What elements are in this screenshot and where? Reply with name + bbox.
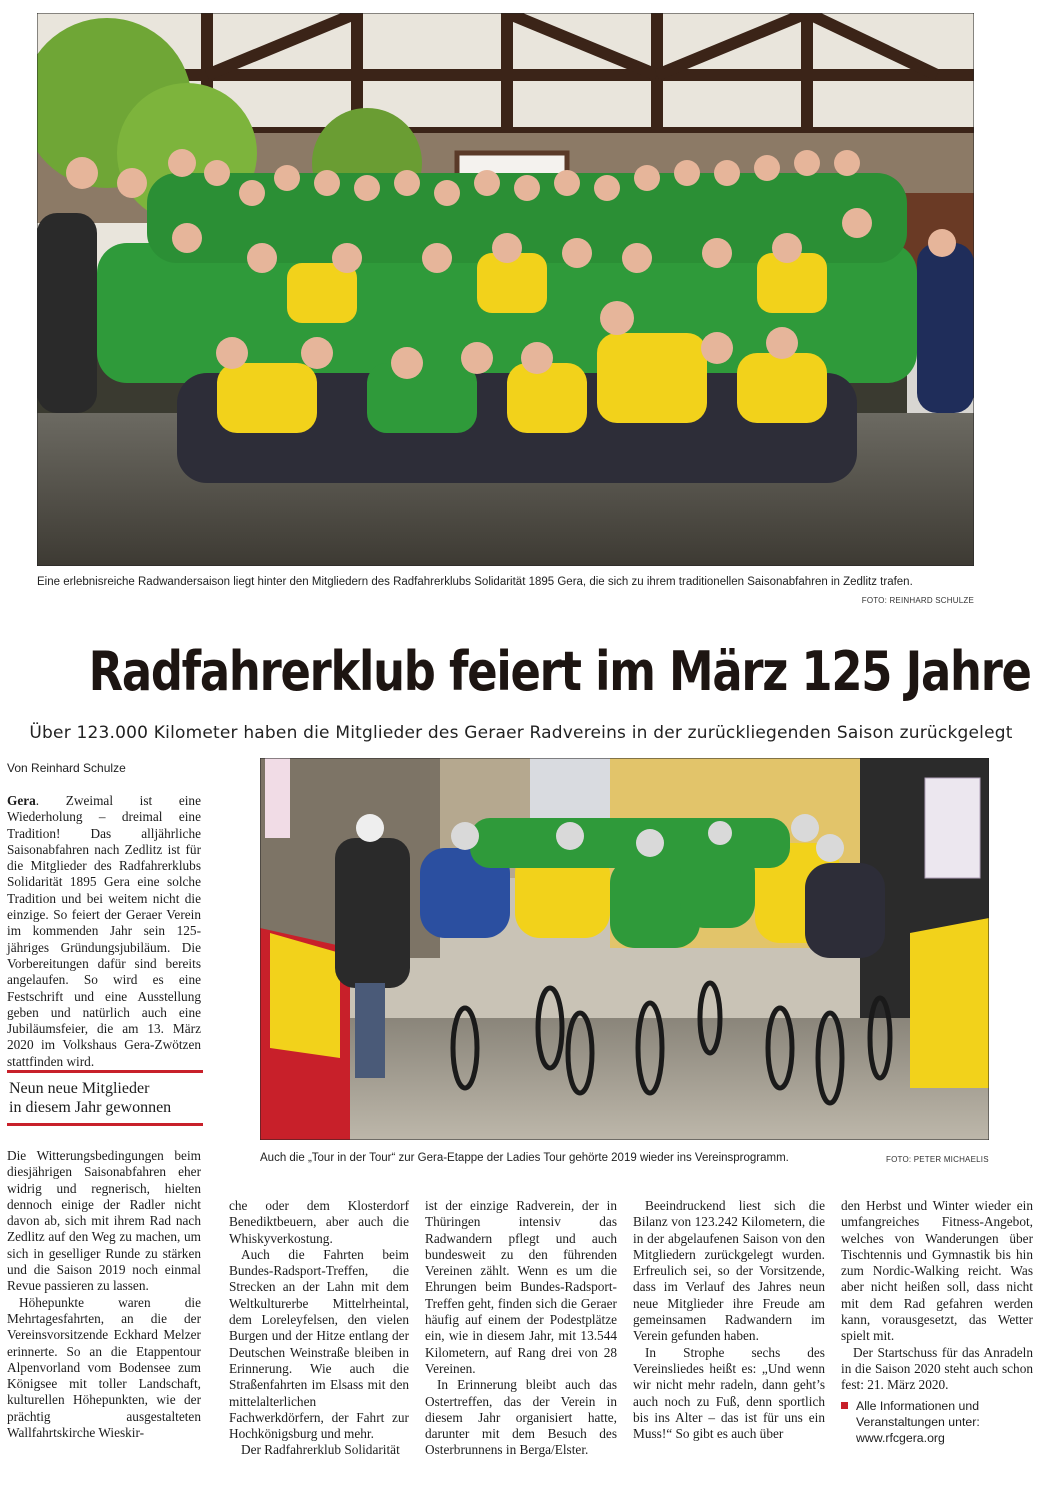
byline: Von Reinhard Schulze — [7, 761, 126, 775]
crosshead — [7, 1070, 203, 1126]
info-line-1: Alle Informationen und — [856, 1399, 980, 1413]
intro-paragraph — [7, 793, 201, 1070]
website-link[interactable]: www.rfcgera.org — [856, 1431, 945, 1445]
photo-credit: FOTO: PETER MICHAELIS — [886, 1155, 989, 1164]
column-2 — [229, 1198, 409, 1459]
crosshead-line-2: in diesem Jahr gewonnen — [9, 1099, 172, 1116]
paragraph: In Strophe sechs des Vereinsliedes heißt es: „Und wenn wir nicht mehr radeln, dann geht’s auch noch zu Fuß, denn sportlich bis ins Alter – das ist für uns ein Muss!“ So gibt es auch über — [633, 1344, 825, 1442]
photo-credit: FOTO: REINHARD SCHULZE — [861, 596, 974, 605]
group-photo-illustration — [37, 13, 974, 566]
column-3 — [425, 1198, 617, 1459]
intro-text: . Zweimal ist eine Wiederholung – dreimal eine Tradition! Das alljährliche Saisonabfahren nach Zedlitz ist für die Mitglieder des Radfahrerklubs Solidarität 1895 Gera eine solche Tradition und bei weitem nicht die einzige. So feiert der Geraer Verein im kommenden Jahr sein 125-jähriges Gründungsjubiläum. Die Vorbereitungen dafür sind bereits angelaufen. So wird es eine Festschrift und eine Ausstellung geben und natürlich auch eine Jubiläumsfeier, die am 13. März 2020 im Volkshaus Gera-Zwötzen stattfinden wird. — [7, 793, 201, 1069]
photo-caption: Eine erlebnisreiche Radwandersaison liegt hinter den Mitgliedern des Radfahrerklubs Solidarität 1895 Gera, die sich zu ihrem traditionellen Saisonabfahren in Zedlitz trafen. — [37, 576, 913, 588]
square-bullet-icon — [841, 1402, 848, 1409]
group-photo — [37, 13, 974, 566]
paragraph: Der Radfahrerklub Solidarität — [241, 1442, 400, 1458]
paragraph: Höhepunkte waren die Mehrtagesfahrten, an die der Vereinsvorsitzende Eckhard Melzer erinnerte. So an die Etappentour Alpenvorland vom Bodensee zum Königsee mit toller Landschaft, kulturellen Höhepunkten, wie der prächtig ausgestalteten Wallfahrtskirche Wieskir- — [7, 1294, 201, 1441]
paragraph: ist der einzige Radverein, der in Thüringen intensiv das Radwandern pflegt und auch bundesweit zu den führenden Vereinen zählt. Wenn es um die Ehrungen beim Bundes-Radsport-Treffen geht, finden sich die Geraer häufig auf einem der Podestplätze ein, wie in diesem Jahr, mit 13.544 Kilometern, auf Rang drei von 28 Vereinen. — [425, 1198, 617, 1376]
info-line-2: Veranstaltungen unter: — [856, 1415, 980, 1429]
paragraph: Der Startschuss für das Anradeln in die Saison 2020 steht auch schon fest: 21. März 2020. — [841, 1344, 1033, 1393]
photo-caption: Auch die „Tour in der Tour“ zur Gera-Etappe der Ladies Tour gehörte 2019 wieder ins Vereinsprogramm. — [260, 1152, 789, 1164]
paragraph: den Herbst und Winter wieder ein umfangreiches Fitness-Angebot, welches von Wanderungen über Tischtennis und Gymnastik bis hin zum Nordic-Walking reicht. Was aber nicht heißen soll, dass nicht mit dem Rad gefahren werden kann, vorausgesetzt, das Wetter spielt mit. — [841, 1198, 1033, 1344]
paragraph: Die Witterungsbedingungen beim diesjährigen Saisonabfahren eher widrig und regnerisch, hielten dennoch einige der Radler nicht davon ab, sich mit ihrem Rad nach Zedlitz auf den Weg zu machen, um sich in geselliger Runde zu stärken und die Saison 2019 noch einmal Revue passieren zu lassen. — [7, 1148, 201, 1294]
paragraph: Auch die Fahrten beim Bundes-Radsport-Treffen, die Strecken an der Lahn mit dem Weltkulturerbe Mittelrheintal, dem Loreleyfelsen, den vielen Burgen und der Hitze entlang der Deutschen Weinstraße bleiben in Erinnerung. Wie auch die Straßenfahrten im Elsass mit den mittelalterlichen Fachwerkdörfern, der Fahrt zur Hochkönigsburg und mehr. — [229, 1246, 409, 1442]
column-4 — [633, 1198, 825, 1442]
paragraph: In Erinnerung bleibt auch das Ostertreffen, das der Verein in diesem Jahr organisiert hatte, darunter mit dem Besuch des Osterbrunnens in Berga/Elster. — [425, 1377, 617, 1458]
column-5 — [841, 1198, 1033, 1394]
paragraph: che oder dem Klosterdorf Benediktbeuern, aber auch die Whiskyverkostung. — [229, 1198, 409, 1246]
cycling-photo — [260, 758, 989, 1140]
dateline: Gera — [7, 793, 36, 808]
column-1 — [7, 1148, 201, 1441]
paragraph: Beeindruckend liest sich die Bilanz von 123.242 Kilometern, die in der abgelaufenen Saison von den Mitgliedern zurückgelegt wurden. Erfreulich sei, so der Vorsitzende, dass im Verlauf des Jahres neun neue Mitglieder ihre Freude am gemeinsamen Radwandern im Verein gefunden haben. — [633, 1198, 825, 1344]
info-box — [841, 1398, 1033, 1446]
crosshead-line-1: Neun neue Mitglieder — [9, 1080, 150, 1097]
cycling-photo-illustration — [260, 758, 989, 1140]
article-headline: Radfahrerklub feiert im März 125 Jahre — [88, 640, 1031, 703]
article-subheadline: Über 123.000 Kilometer haben die Mitglieder des Geraer Radvereins in der zurückliegenden Saison zurückgelegt — [29, 723, 1013, 743]
